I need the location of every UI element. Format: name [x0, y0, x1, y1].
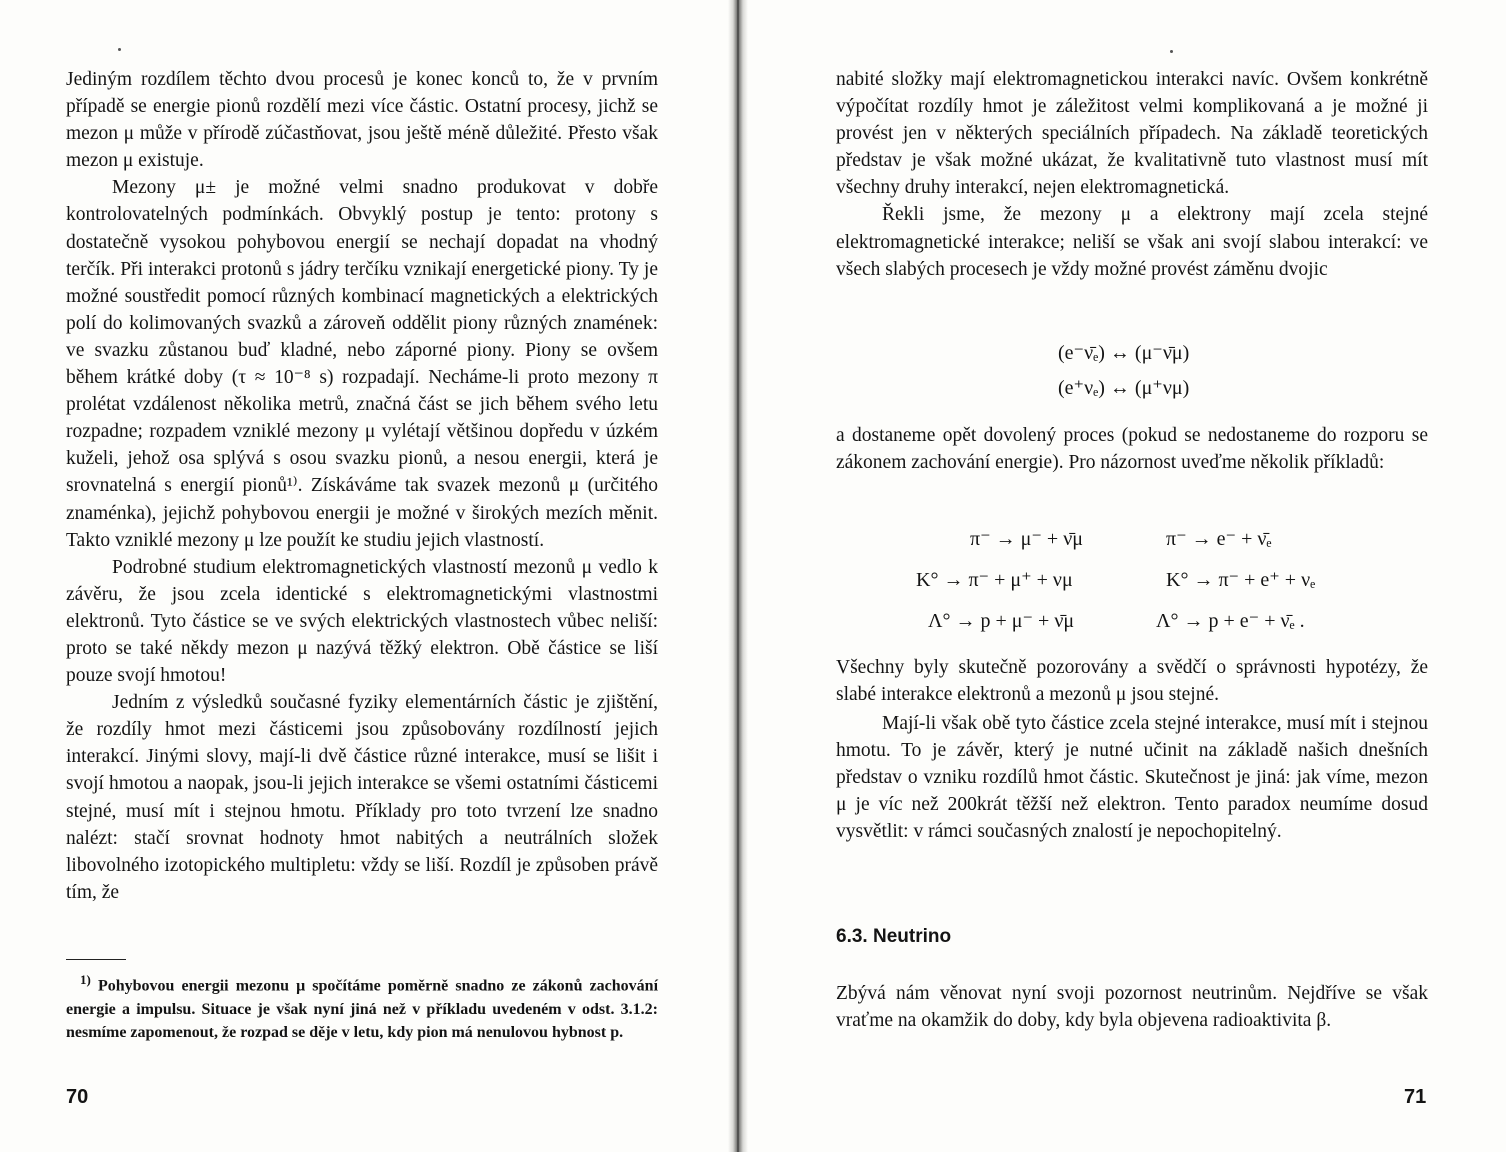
book-gutter: [728, 0, 748, 1152]
paragraph: Mezony μ± je možné velmi snadno produkovat v dobře kontrolovatelných podmínkách. Obvyklý postup je tento: protony s dostatečně vysokou pohybovou energií se nechají dopadat na vhodný terčík. Při interakci protonů s jádry terčíku vznikají energetické piony. Ty je možné soustředit pomocí různých kombinací magnetických a elektrických polí do kolimovaných svazků a zároveň oddělit piony různých znamének: ve svazku zůstanou buď kladné, nebo záporné piony. Piony se ovšem během krátké doby (τ ≈ 10⁻⁸ s) rozpadají. Necháme-li proto mezony π prolétat vzdálenost několika metrů, značná část se jich během svého letu rozpadne; rozpadem vzniklé mezony μ vylétají většinou dopředu v úzkém kuželi, jehož osa splývá s osou svazku pionů, a nesou energii, která je srovnatelná s energií pionů¹⁾. Získáváme tak svazek mezonů μ (určitého znaménka), jejichž pohybovou energii je možné v širokých mezích měnit. Takto vzniklé mezony μ lze použít ke studiu jejich vlastností.: [66, 177, 658, 551]
paragraph: a dostaneme opět dovolený proces (pokud se nedostaneme do rozporu se zákonem zachování energie). Pro názornost uveďme několik příkladů:: [836, 425, 1428, 474]
paragraph: Řekli jsme, že mezony μ a elektrony mají zcela stejné elektromagnetické interakce; neliší se však ani svojí slabou interakcí: ve všech slabých procesech je vždy možné provést záměnu dvojic: [836, 204, 1428, 280]
footnote-text: Pohybovou energii mezonu μ spočítáme poměrně snadno ze zákonů zachování energie a impulsu. Situace je však nyní jiná než v příkladu uvedeném v odst. 3.1.2: nesmíme zapomenout, že rozpad se děje v letu, kdy pion má nenulovou hybnost p.: [66, 977, 659, 1042]
reaction-right-1: π⁻ → e⁻ + ν̄ₑ: [1166, 528, 1272, 550]
footnote: [66, 968, 658, 1045]
reaction-left-3: Λ° → p + μ⁻ + ν̄μ: [928, 610, 1075, 632]
footnote-rule: [66, 959, 126, 960]
reaction-left-2: K° → π⁻ + μ⁺ + νμ: [916, 569, 1073, 591]
reaction-right-3: Λ° → p + e⁻ + ν̄ₑ .: [1156, 610, 1305, 632]
reaction-right-2: K° → π⁻ + e⁺ + νₑ: [1166, 569, 1316, 591]
page-number: 70: [66, 1086, 89, 1108]
left-page: [0, 0, 728, 1152]
right-page: [748, 0, 1506, 1152]
right-page-body: [836, 66, 1428, 283]
paragraph: Jedním z výsledků současné fyziky elementárních částic je zjištění, že rozdíly hmot mezi částicemi jsou způsobovány rozdílností jejich interakcí. Jinými slovy, mají-li dvě částice různé interakce, musí se lišit i svojí hmotou a naopak, jsou-li jejich interakce se všemi ostatními částicemi stejné, musí mít i stejnou hmotu. Příklady pro toto tvrzení lze snadno nalézt: stačí srovnat hodnoty hmot nabitých a neutrálních složek libovolného izotopického multipletu: vždy se liší. Rozdíl je způsoben právě tím, že: [66, 692, 658, 903]
paragraph: nabité složky mají elektromagnetickou interakci navíc. Ovšem konkrétně výpočítat rozdíly hmot je záležitost velmi komplikovaná a je možné ji provést jen v některých speciálních případech. Na základě teoretických představ je však možné ukázat, že kvalitativně tuto vlastnost musí mít všechny druhy interakcí, nejen elektromagnetická.: [836, 69, 1428, 199]
paragraph: Mají-li však obě tyto částice zcela stejné interakce, musí mít i stejnou hmotu. To je závěr, který je nutné učinit na základě našich dnešních představ o vzniku rozdílů hmot částic. Skutečnost je jiná: jak víme, mezon μ je víc než 200krát těžší než elektron. Tento paradox neumíme dosud vysvětlit: v rámci současných znalostí je nepochopitelný.: [836, 713, 1428, 843]
paragraph: Všechny byly skutečně pozorovány a svědčí o správnosti hypotézy, že slabé interakce elektronů a mezonů μ jsou stejné.: [836, 657, 1428, 706]
print-speck: [118, 48, 121, 51]
swap-equation-2: (e⁺νₑ) ↔ (μ⁺νμ): [1058, 377, 1190, 399]
swap-equation-1: (e⁻ν̄ₑ) ↔ (μ⁻ν̄μ): [1058, 342, 1190, 364]
print-speck: [1170, 50, 1173, 53]
section-paragraph: Zbývá nám věnovat nyní svoji pozornost neutrinům. Nejdříve se však vraťme na okamžik do doby, kdy byla objevena radioaktivita β.: [836, 983, 1428, 1032]
paragraph: Jediným rozdílem těchto dvou procesů je konec konců to, že v prvním případě se energie pionů rozdělí mezi více částic. Ostatní procesy, jichž se mezon μ může v přírodě zúčastňovat, jsou ještě méně důležité. Přesto však mezon μ existuje.: [66, 69, 658, 172]
paragraph: Podrobné studium elektromagnetických vlastností mezonů μ vedlo k závěru, že jsou zcela identické s elektromagnetickými vlastnostmi elektronů. Tyto částice se ve svých elektrických vlastnostech vůbec neliší: proto se také někdy mezon μ nazývá těžký elektron. Obě částice se liší pouze svojí hmotou!: [66, 556, 658, 687]
reaction-left-1: π⁻ → μ⁻ + ν̄μ: [970, 528, 1083, 550]
footnote-mark: 1): [80, 972, 91, 987]
section-heading: 6.3. Neutrino: [836, 926, 952, 947]
page-number: 71: [1404, 1086, 1427, 1108]
left-page-body: [66, 66, 658, 906]
